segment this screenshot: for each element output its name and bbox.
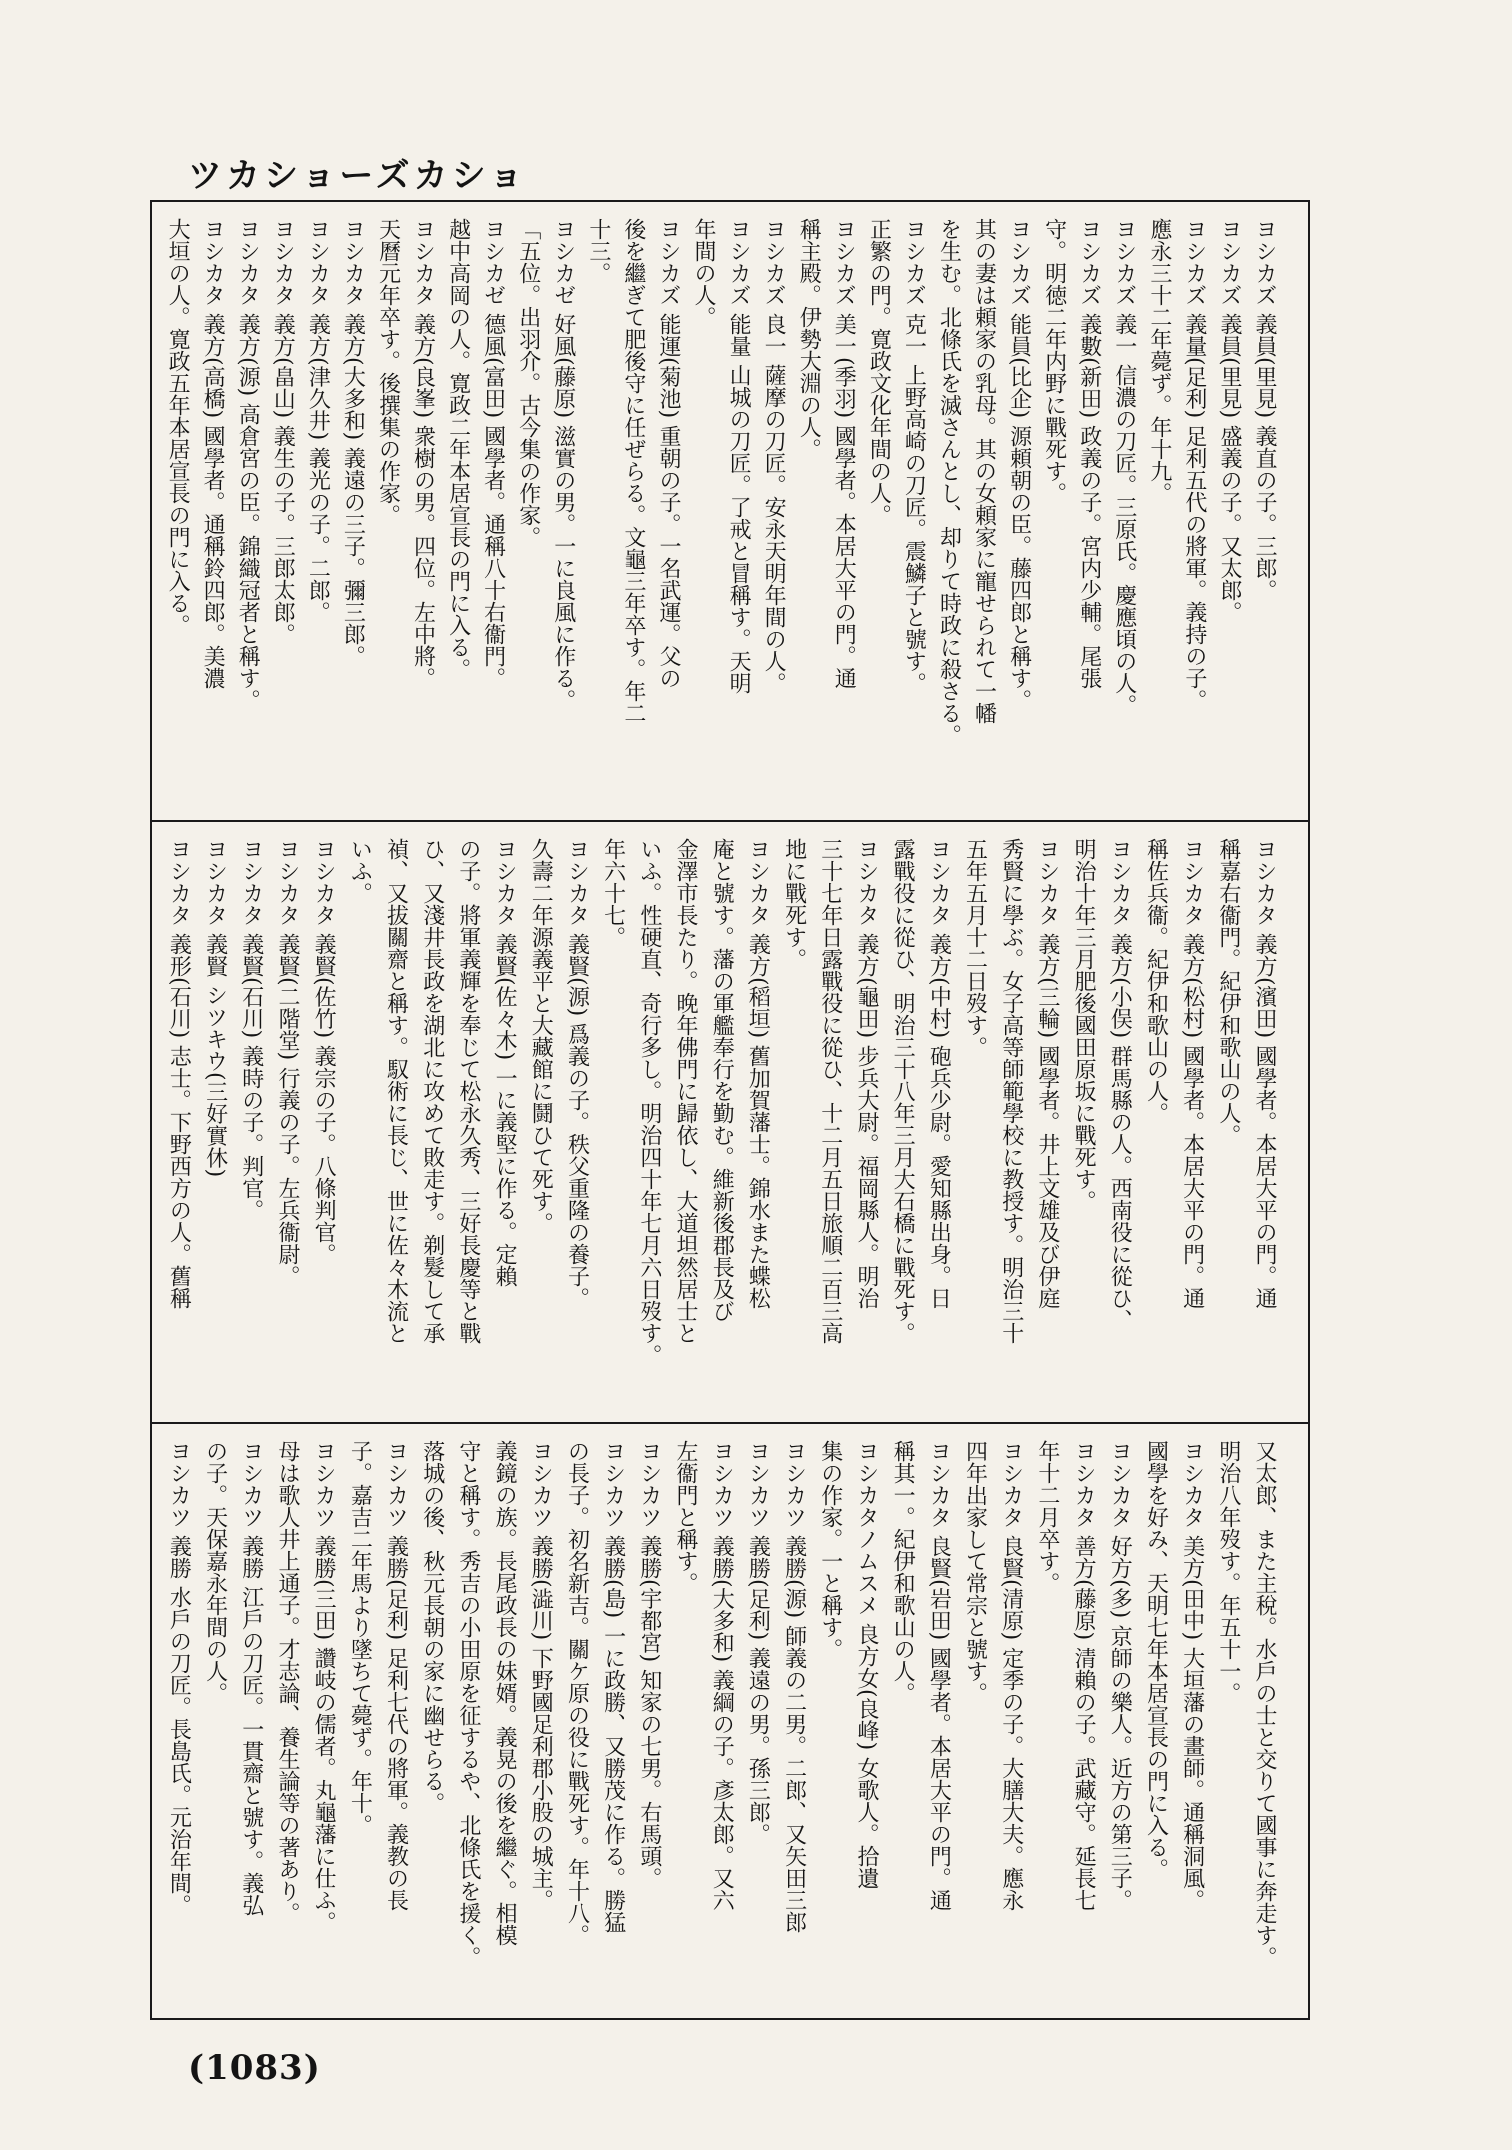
entry-column: 後を繼ぎて肥後守に任ぜらる。文龜三年卒す。年二 [620, 218, 646, 724]
entry-column: の子。天保嘉永年間の人。 [202, 1440, 228, 1704]
entry-column: ヨシカタ 義方(津久井) 義光の子。二郎。 [305, 218, 331, 624]
entry-column: ヨシカタ 良賢(清原) 定季の子。大膳大夫。應永 [998, 1440, 1024, 1912]
entry-column: ヨシカタ 良賢(岩田) 國學者。本居大平の門。通 [926, 1440, 952, 1912]
entry-column: ヨシカズ 義員(里見) 盛義の子。又太郎。 [1216, 218, 1242, 624]
entry-column: ヨシカタ 義方(三輪) 國學者。井上文雄及び伊庭 [1034, 838, 1060, 1310]
entry-column: ヨシカタ 義方(源) 高倉宮の臣。錦織冠者と稱す。 [235, 218, 261, 712]
entry-column: ヨシカタ 義方(高橋) 國學者。通稱鈴四郎。美濃 [200, 218, 226, 690]
entry-panel-bottom [152, 1422, 1308, 2020]
entry-column: ヨシカツ 義勝(澁川) 下野國足利郡小股の城主。 [528, 1440, 554, 1912]
entry-column: 十三。 [585, 218, 611, 284]
entry-column: 落城の後、秋元長朝の家に幽せらる。 [419, 1440, 445, 1814]
entry-column: 年十二月卒す。 [1034, 1440, 1060, 1594]
entry-column: ヨシカタ 美方(田中) 大垣藩の畫師。通稱洞風。 [1179, 1440, 1205, 1912]
entry-column: の長子。初名新吉。關ケ原の役に戰死す。年十八。 [564, 1440, 590, 1946]
entry-column: ヨシカタ 義方(濱田) 國學者。本居大平の門。通 [1252, 838, 1277, 1310]
entry-column: 五年五月十二日歿す。 [962, 838, 988, 1058]
entry-column: ヨシカタ 義方(龜田) 步兵大尉。福岡縣人。明治 [853, 838, 879, 1310]
entry-column: ヨシカズ 義一 信濃の刀匠。三原氏。慶應頃の人。 [1111, 218, 1137, 716]
entry-column: 年六十七。 [600, 838, 626, 948]
entry-column: 天曆元年卒す。後撰集の作家。 [375, 218, 401, 526]
entry-column: ヨシカタ 義方(畠山) 義生の子。三郎太郎。 [270, 218, 296, 646]
entry-column: を生む。北條氏を滅さんとし、却りて時政に殺さる。 [936, 218, 962, 746]
entry-column: ヨシカツ 義勝 水戶の刀匠。長島氏。元治年間。 [166, 1440, 192, 1916]
entry-column: ヨシカタ 義方(大多和) 義遠の三子。彌三郎。 [340, 218, 366, 668]
entry-column: ヨシカツ 義勝(三田) 讚岐の儒者。丸龜藩に仕ふ。 [311, 1440, 337, 1934]
entry-column: 秀賢に學ぶ。女子高等師範學校に教授す。明治三十 [998, 838, 1024, 1344]
entry-column: ヨシカタ 善方(藤原) 清賴の子。武藏守。延長七 [1071, 1440, 1097, 1912]
entry-column: ヨシカズ 能運(菊池) 重朝の子。一名武運。父の [655, 218, 681, 690]
entry-column: 露戰役に從ひ、明治三十八年三月大石橋に戰死す。 [890, 838, 916, 1344]
entry-column: ヨシカズ 義量(足利) 足利五代の將軍。義持の子。 [1181, 218, 1207, 712]
entry-column: 其の妻は頼家の乳母。其の女頼家に寵せられて一幡 [971, 218, 997, 724]
entry-panel-middle [152, 820, 1308, 1422]
entry-column: ヨシカタ 義方(良峯) 衆樹の男。四位。左中將。 [410, 218, 436, 690]
entry-column: 越中高岡の人。寛政二年本居宣長の門に入る。 [445, 218, 471, 680]
entry-column: ヨシカタ 義賢 シツキウ(三好實休) [202, 838, 228, 1178]
entry-column: 稱佐兵衞。紀伊和歌山の人。 [1143, 838, 1169, 1124]
entry-column: 庵と號す。藩の軍艦奉行を勤む。維新後郡長及び [709, 838, 735, 1322]
entry-column: の子。將軍義輝を奉じて松永久秀、三好長慶等と戰 [455, 838, 481, 1344]
entry-column: 稱嘉右衞門。紀伊和歌山の人。 [1215, 838, 1241, 1146]
entry-column: 四年出家して常宗と號す。 [962, 1440, 988, 1704]
entry-column: 金澤市長たり。晚年佛門に歸依し、大道坦然居士と [673, 838, 698, 1344]
entry-column: 大垣の人。寛政五年本居宣長の門に入る。 [165, 218, 191, 636]
entry-column: 應永三十二年薨ず。年十九。 [1146, 218, 1172, 504]
entry-column: 久壽二年源義平と大藏館に鬪ひて死す。 [528, 838, 554, 1234]
entry-column: 左衞門と稱す。 [673, 1440, 698, 1594]
entry-column: ヨシカツ 義勝(足利) 足利七代の將軍。義教の長 [383, 1440, 409, 1912]
entry-column: 三十七年日露戰役に從ひ、十二月五日旅順二百三高 [817, 838, 843, 1344]
entry-column: 明治八年歿す。年五十一。 [1215, 1440, 1241, 1704]
entry-column: ヨシカタ 義形(石川) 志士。下野西方の人。舊稱 [166, 838, 192, 1310]
dictionary-frame [150, 200, 1310, 2020]
entry-column: 守。明徳二年内野に戰死す。 [1041, 218, 1067, 504]
entry-column: ヨシカツ 義勝(島) 一に政勝、又勝茂に作る。勝猛 [600, 1440, 626, 1934]
entry-column: 又太郎、また主稅。水戶の士と交りて國事に奔走す。 [1252, 1440, 1277, 1968]
entry-column: いふ。性硬直、奇行多し。明治四十年七月六日歿す。 [636, 838, 662, 1366]
entry-column: 明治十年三月肥後國田原坂に戰死す。 [1071, 838, 1097, 1212]
entry-column: ヨシカツ 義勝(源) 師義の二男。二郎、又矢田三郎 [781, 1440, 807, 1934]
entry-column: ヨシカズ 能量 山城の刀匠。了戒と冒稱す。天明 [726, 218, 752, 694]
entry-column: 稱其一。紀伊和歌山の人。 [890, 1440, 916, 1704]
entry-column: いふ。 [347, 838, 373, 904]
entry-column: ヨシカズ 美一(季羽) 國學者。本居大平の門。通 [831, 218, 857, 690]
entry-column: 母は歌人井上通子。才志論、養生論等の著あり。 [274, 1440, 300, 1924]
entry-column: ヨシカツ 義勝(大多和) 義綱の子。彥太郎。又六 [709, 1440, 735, 1912]
entry-column: 守と稱す。秀吉の小田原を征するや、北條氏を援く。 [455, 1440, 481, 1968]
entry-column: ヨシカタ 義賢(佐竹) 義宗の子。八條判官。 [311, 838, 337, 1266]
entry-column: ヨシカツ 義勝(宇都宮) 知家の七男。右馬頭。 [636, 1440, 662, 1890]
entry-column: ヨシカゼ 好風(藤原) 滋實の男。一に良風に作る。 [550, 218, 576, 712]
running-head: ツカショーズカショ [188, 156, 527, 196]
entry-column: ヨシカタ 義賢(佐々木) 一に義堅に作る。定賴 [492, 838, 518, 1288]
entry-column: ヨシカタ 義方(稻垣) 舊加賀藩士。錦水また蝶松 [745, 838, 771, 1310]
entry-column: 稱主殿。伊勢大淵の人。 [796, 218, 822, 460]
entry-column: ヨシカタ 義方(中村) 砲兵少尉。愛知縣出身。日 [926, 838, 952, 1310]
entry-column: ヨシカズ 克一 上野高崎の刀匠。震鱗子と號す。 [901, 218, 927, 694]
entry-column: ヨシカタ 義賢(石川) 義時の子。判官。 [238, 838, 264, 1222]
entry-column: 子。嘉吉二年馬より墜ちて薨ず。年十。 [347, 1440, 373, 1836]
entry-column: ヨシカタ 義賢(源) 爲義の子。秩父重隆の養子。 [564, 838, 590, 1310]
entry-column: 正繁の門。寛政文化年間の人。 [866, 218, 892, 526]
entry-column: ヨシカズ 義數(新田) 政義の子。宮内少輔。尾張 [1076, 218, 1102, 690]
entry-column: 年間の人。 [691, 218, 716, 328]
entry-column: 國學を好み、天明七年本居宣長の門に入る。 [1143, 1440, 1169, 1880]
entry-column: ヨシカタ 義方(松村) 國學者。本居大平の門。通 [1179, 838, 1205, 1310]
entry-column: 「五位。出羽介。古今集の作家。 [515, 218, 541, 548]
entry-panel-top [152, 202, 1308, 820]
entry-column: ヨシカツ 義勝 江戶の刀匠。一貫齋と號す。義弘 [238, 1440, 264, 1916]
entry-column: ヨシカズ 能員(比企) 源頼朝の臣。藤四郎と稱す。 [1006, 218, 1032, 712]
entry-column: 禎、又拔關齋と稱す。馭術に長じ、世に佐々木流と [383, 838, 409, 1344]
entry-column: ヨシカゼ 德風(富田) 國學者。通稱八十右衞門。 [480, 218, 506, 690]
page-number: (1083) [188, 2048, 321, 2088]
entry-column: ヨシカタ 好方(多) 京師の樂人。近方の第三子。 [1107, 1440, 1133, 1912]
entry-column: 集の作家。一と稱す。 [817, 1440, 843, 1660]
entry-column: ヨシカツ 義勝(足利) 義遠の男。孫三郎。 [745, 1440, 771, 1846]
entry-column: ヨシカタ 義賢(二階堂) 行義の子。左兵衞尉。 [274, 838, 300, 1288]
entry-column: ヨシカズ 義員(里見) 義直の子。三郎。 [1252, 218, 1277, 602]
entry-column: ヨシカタ 義方(小俣) 群馬縣の人。西南役に從ひ、 [1107, 838, 1133, 1332]
entry-column: 義鏡の族。長尾政長の妹婿。義晃の後を繼ぐ。相模 [492, 1440, 518, 1946]
entry-column: 地に戰死す。 [781, 838, 807, 970]
entry-column: ヨシカタノムスメ 良方女(良峰) 女歌人。拾遺 [853, 1440, 879, 1890]
entry-column: ヨシカズ 良一 薩摩の刀匠。安永天明年間の人。 [761, 218, 787, 694]
entry-column: ひ、又淺井長政を湖北に攻めて敗走す。剃髮して承 [419, 838, 445, 1344]
